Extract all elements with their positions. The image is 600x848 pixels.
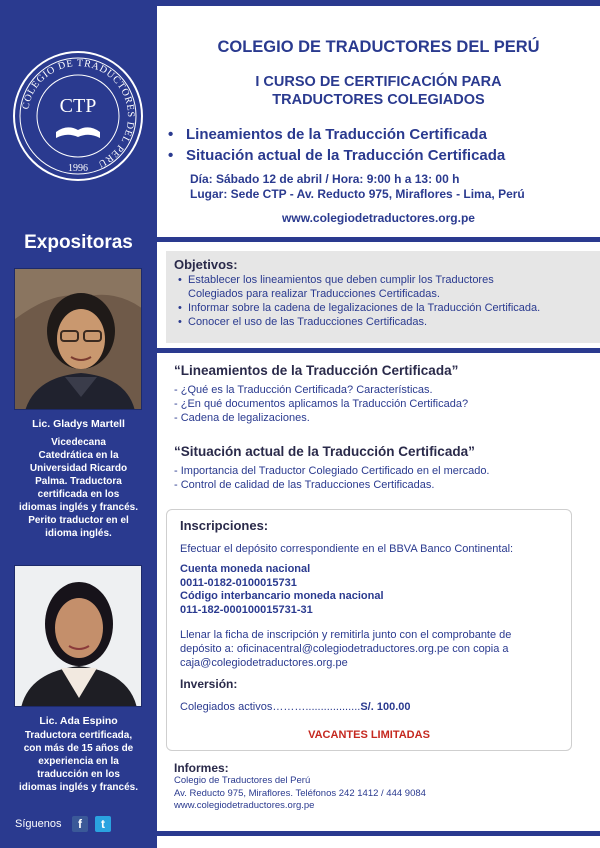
list-item: - Cadena de legalizaciones. [174,412,310,424]
sidebar [0,0,157,848]
registration-title: Inscripciones: [180,518,269,533]
list-item: - Control de calidad de las Traducciones Certificadas. [174,479,435,491]
bank-accounts: Cuenta moneda nacional 0011-0182-0100015731 Código interbancario moneda nacional 011-182-000100015731-31 [180,563,384,616]
book-icon [56,127,100,138]
objective-item: • Conocer el uso de las Traducciones Certificadas. [174,315,594,329]
module-list-2 [174,464,490,492]
event-place: Lugar: Sede CTP - Av. Reducto 975, Miraflores - Lima, Perú [190,187,525,201]
module-title-2: “Situación actual de la Traducción Certificada” [174,444,475,459]
course-title: I CURSO DE CERTIFICACIÓN PARA TRADUCTORES COLEGIADOS [255,74,502,108]
organization-title: COLEGIO DE TRADUCTORES DEL PERÚ [217,38,540,56]
twitter-icon[interactable]: t [95,816,111,832]
module-list-1 [174,383,468,425]
speaker-name-1: Lic. Gladys Martell [32,418,125,430]
divider [157,348,600,353]
speaker-bio-2: Traductora certificada, con más de 15 años de experiencia en la traducción en los idiomas inglés y francés. [19,730,138,793]
seal-monogram: CTP [59,95,97,117]
topic-list [168,124,505,166]
objectives-box [166,251,600,343]
list-item: - Importancia del Traductor Colegiado Certificado en el mercado. [174,465,490,477]
speaker-photo-2 [14,565,142,707]
registration-box [166,509,572,751]
investment-price: S/. 100.00 [360,701,411,713]
portrait-image [15,566,142,707]
bottom-rule [157,831,600,836]
objective-item: • Establecer los lineamientos que deben cumplir los Traductores Colegiados para realizar Traducciones Certificadas. [174,273,594,301]
info-title: Informes: [174,761,229,775]
speaker-bio-1: Vicedecana Catedrática en la Universidad Ricardo Palma. Traductora certificada en los idiomas inglés y francés. Perito traductor en el idioma inglés. [19,437,138,539]
objective-item: • Informar sobre la cadena de legalizaciones de la Traducción Certificada. [174,301,594,315]
top-rule [157,0,600,6]
facebook-icon[interactable]: f [72,816,88,832]
deposit-text: Efectuar el depósito correspondiente en el BBVA Banco Continental: [180,543,514,555]
website-link[interactable]: www.colegiodetraductores.org.pe [282,211,475,225]
list-item: - ¿En qué documentos aplicamos la Traducción Certificada? [174,398,469,410]
speaker-photo-1 [14,268,142,410]
investment-line: Colegiados activos………..................S/. 100.00 [180,701,411,713]
speakers-heading: Expositoras [24,232,133,253]
info-text: Colegio de Traductores del Perú Av. Reducto 975, Miraflores. Teléfonos 242 1412 / 444 9084 www.colegiodetraductores.org.pe [174,775,426,811]
speaker-name-2: Lic. Ada Espino [39,715,118,727]
ctp-seal-logo [12,50,144,182]
event-date: Día: Sábado 12 de abril / Hora: 9:00 h a 13: 00 h [190,172,460,186]
portrait-image [15,269,142,410]
topic-item: • Situación actual de la Traducción Certificada [168,145,505,166]
objectives-list [174,273,594,329]
module-title-1: “Lineamientos de la Traducción Certificada” [174,363,459,378]
investment-title: Inversión: [180,677,238,691]
objectives-title: Objetivos: [174,257,238,272]
follow-label: Síguenos [15,818,62,830]
instructions-text: Llenar la ficha de inscripción y remitirla junto con el comprobante de depósito a: oficinacentral@colegiodetraductores.org.pe con copia a caja@colegiodetraductores.org.pe [180,629,512,669]
seal-year: 1996 [68,163,88,174]
list-item: - ¿Qué es la Traducción Certificada? Características. [174,384,433,396]
vacancies-notice: VACANTES LIMITADAS [308,729,430,741]
divider [157,237,600,242]
info-website[interactable]: www.colegiodetraductores.org.pe [174,800,315,811]
topic-item: • Lineamientos de la Traducción Certificada [168,124,505,145]
seal-ring-text: COLEGIO DE TRADUCTORES DEL PERÚ [20,57,137,170]
